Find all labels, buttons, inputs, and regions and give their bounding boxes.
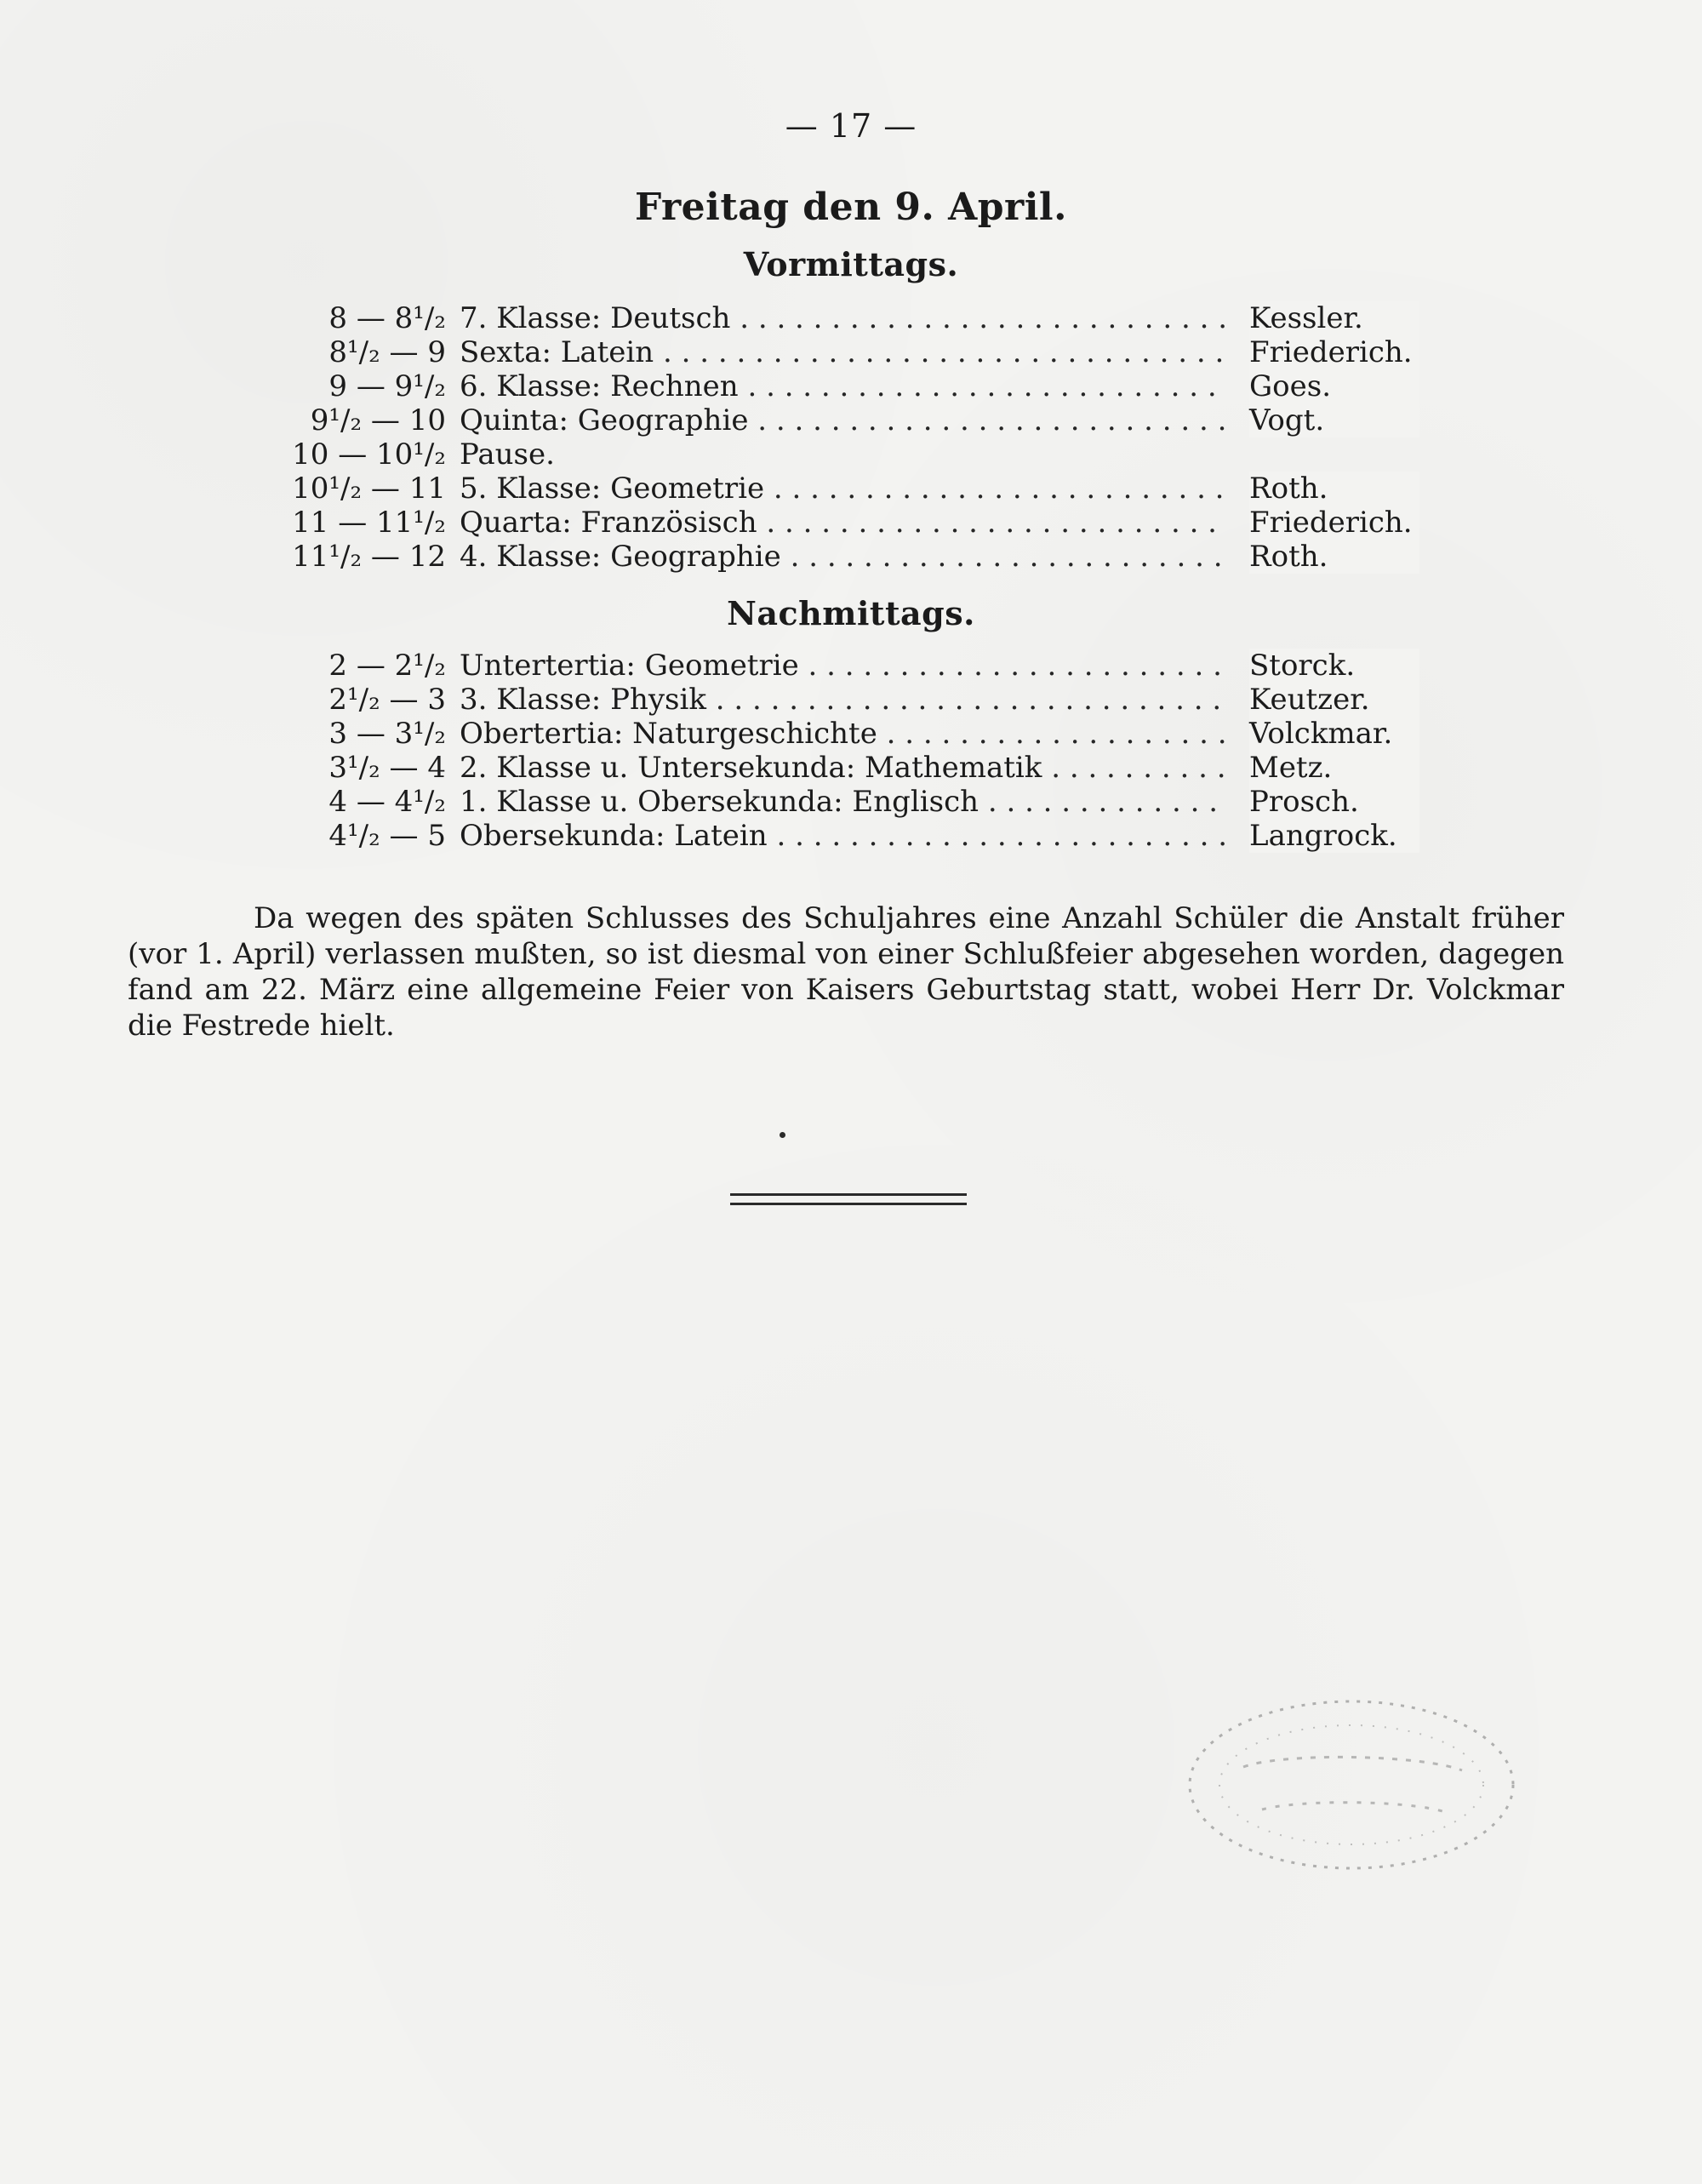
time-slot: 2 — 2¹/₂	[328, 649, 446, 683]
schedule-row	[284, 472, 1385, 506]
time-slot: 9 — 9¹/₂	[328, 369, 446, 403]
afternoon-schedule	[284, 649, 1397, 853]
subject: Obersekunda: Latein . . .	[460, 819, 1225, 853]
time-slot: 11¹/₂ — 12	[292, 540, 446, 574]
subject: Obertertia: Naturgeschichte . . .	[460, 717, 1225, 751]
subject: 6. Klasse: Rechnen . . .	[460, 369, 1225, 403]
decorative-double-rule	[730, 1193, 967, 1205]
teacher: Kessler.	[1249, 301, 1419, 335]
schedule-row	[284, 301, 1385, 335]
teacher: Storck.	[1249, 649, 1419, 683]
subject: 7. Klasse: Deutsch . . .	[460, 301, 1225, 335]
schedule-row	[284, 335, 1413, 369]
teacher: Metz.	[1249, 751, 1419, 785]
schedule-row	[284, 785, 1385, 819]
subject: 2. Klasse u. Untersekunda: Mathematik . . .	[460, 751, 1225, 785]
time-slot: 11 — 11¹/₂	[292, 506, 446, 540]
schedule-row	[284, 717, 1393, 751]
page-number: — 17 —	[785, 107, 917, 145]
closing-note-paragraph: Da wegen des späten Schlusses des Schuljahres eine Anzahl Schüler die Anstalt früher (vor 1. April) verlassen mußten, so ist diesmal von einer Schlußfeier abgesehen worden, dagegen fand am 22. März eine allgemeine Feier von Kaisers Geburtstag statt, wobei Herr Dr. Volckmar die Festrede hielt.	[128, 901, 1564, 1043]
schedule-row	[284, 819, 1397, 853]
schedule-row	[284, 540, 1385, 574]
schedule-row	[284, 403, 1385, 437]
morning-schedule	[284, 301, 1413, 574]
subject: Pause.	[460, 437, 555, 472]
teacher: Langrock.	[1249, 819, 1419, 853]
subject: 3. Klasse: Physik . . .	[460, 683, 1225, 717]
decorative-dot	[780, 1132, 785, 1138]
schedule-row	[284, 683, 1385, 717]
subject: Quinta: Geographie . . .	[460, 403, 1225, 437]
vormittags-heading: Vormittags.	[743, 245, 959, 283]
subject: Untertertia: Geometrie . . .	[460, 649, 1225, 683]
teacher: Vogt.	[1249, 403, 1419, 437]
time-slot: 4¹/₂ — 5	[328, 819, 446, 853]
time-slot: 3¹/₂ — 4	[328, 751, 446, 785]
time-slot: 10¹/₂ — 11	[292, 472, 446, 506]
time-slot: 4 — 4¹/₂	[328, 785, 446, 819]
time-slot: 8¹/₂ — 9	[328, 335, 446, 369]
teacher: Roth.	[1249, 540, 1419, 574]
schedule-row	[284, 649, 1385, 683]
teacher: Keutzer.	[1249, 683, 1419, 717]
time-slot: 3 — 3¹/₂	[328, 717, 446, 751]
faded-library-stamp-icon	[1173, 1678, 1530, 1891]
teacher: Goes.	[1249, 369, 1419, 403]
time-slot: 2¹/₂ — 3	[328, 683, 446, 717]
schedule-row	[284, 437, 1385, 472]
schedule-row	[284, 751, 1385, 785]
time-slot: 9¹/₂ — 10	[310, 403, 446, 437]
subject: 5. Klasse: Geometrie . . .	[460, 472, 1225, 506]
teacher: Friederich.	[1249, 335, 1419, 369]
nachmittags-heading: Nachmittags.	[727, 594, 975, 632]
subject: 4. Klasse: Geographie . . .	[460, 540, 1225, 574]
schedule-row	[284, 506, 1413, 540]
teacher: Prosch.	[1249, 785, 1419, 819]
subject: Sexta: Latein . . .	[460, 335, 1225, 369]
day-title: Freitag den 9. April.	[635, 186, 1067, 229]
subject: Quarta: Französisch . . .	[460, 506, 1225, 540]
schedule-row	[284, 369, 1385, 403]
teacher: Roth.	[1249, 472, 1419, 506]
time-slot: 8 — 8¹/₂	[328, 301, 446, 335]
teacher: Friederich.	[1249, 506, 1419, 540]
subject: 1. Klasse u. Obersekunda: Englisch . . .	[460, 785, 1225, 819]
time-slot: 10 — 10¹/₂	[292, 437, 446, 472]
teacher: Volckmar.	[1249, 717, 1419, 751]
